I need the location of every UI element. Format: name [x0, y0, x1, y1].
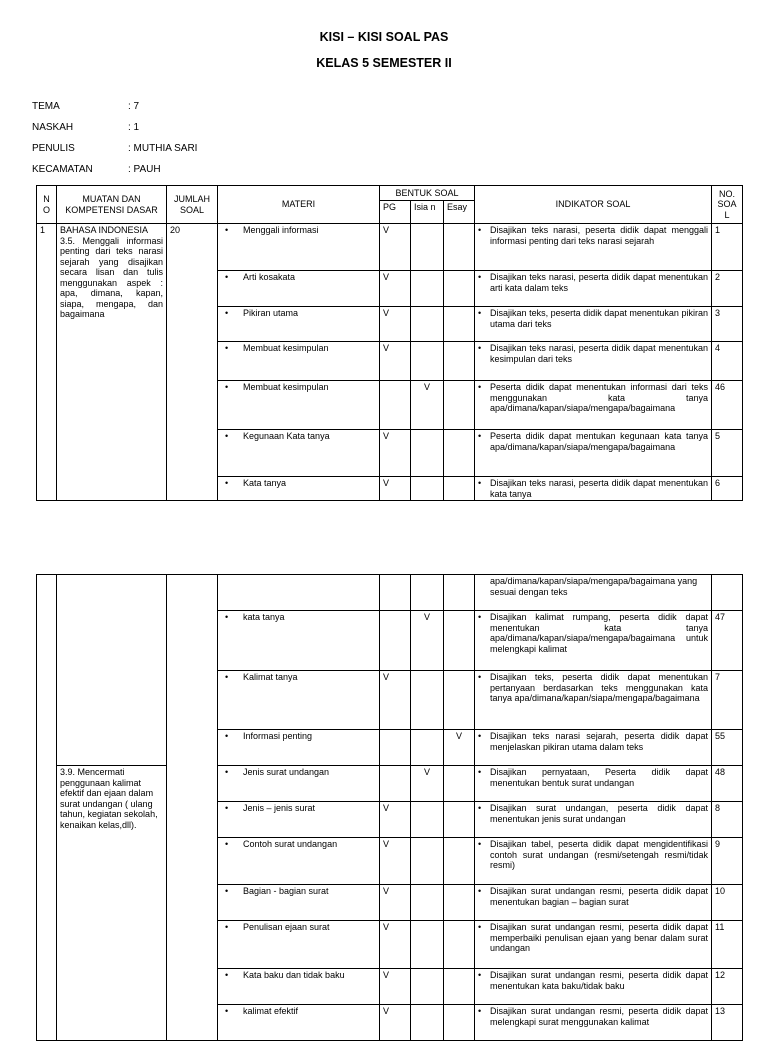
materi-item — [221, 672, 376, 683]
no-soal: 11 — [712, 921, 743, 969]
kisi-table-part1 — [36, 185, 743, 501]
indikator-cell — [475, 730, 712, 766]
indikator-item — [478, 382, 708, 414]
header-no-soal: NO. SOA L — [712, 186, 743, 224]
bullet-icon: • — [478, 886, 482, 896]
bullet-icon: • — [478, 225, 482, 235]
indikator-item — [478, 803, 708, 824]
header-bentuk-soal: BENTUK SOAL — [380, 186, 475, 201]
bullet-icon: • — [478, 431, 482, 441]
meta-value: : MUTHIA SARI — [128, 143, 198, 154]
meta-row-penulis — [32, 143, 197, 164]
pg-mark: V — [380, 671, 411, 730]
indikator-cell — [475, 430, 712, 477]
bullet-icon: • — [225, 886, 229, 896]
isian-mark — [411, 885, 444, 921]
no-soal: 12 — [712, 969, 743, 1005]
pg-mark: V — [380, 802, 411, 838]
indikator-cell — [475, 1005, 712, 1041]
indikator-text: Disajikan teks narasi sejarah, peserta didik dapat menjelaskan pikiran utama dalam teks — [490, 731, 708, 752]
table-body-part1 — [37, 224, 743, 501]
muatan-title: BAHASA INDONESIA — [60, 225, 149, 235]
pg-mark — [380, 730, 411, 766]
no-soal: 1 — [712, 224, 743, 271]
indikator-cell — [475, 611, 712, 671]
materi-cell — [218, 730, 380, 766]
materi-cell — [218, 224, 380, 271]
kisi-table-part2 — [36, 574, 743, 1041]
materi-cell — [218, 271, 380, 307]
essay-mark — [444, 477, 475, 501]
indikator-text: Disajikan surat undangan resmi, peserta didik dapat menentukan bagian – bagian surat — [490, 886, 708, 907]
pg-mark: V — [380, 969, 411, 1005]
jumlah-cell-empty — [167, 575, 218, 1041]
isian-mark-empty — [411, 575, 444, 611]
meta-block — [32, 101, 197, 185]
header-no: N O — [37, 186, 57, 224]
pg-mark: V — [380, 1005, 411, 1041]
bullet-icon: • — [478, 672, 482, 682]
row-number: 1 — [37, 224, 57, 501]
materi-cell — [218, 381, 380, 430]
indikator-item — [478, 612, 708, 654]
indikator-item — [478, 886, 708, 907]
pg-mark: V — [380, 921, 411, 969]
indikator-item — [478, 731, 708, 752]
essay-mark — [444, 921, 475, 969]
materi-text: Kata tanya — [243, 478, 287, 488]
bullet-icon: • — [225, 225, 229, 235]
indikator-item — [478, 431, 708, 452]
materi-cell — [218, 342, 380, 381]
indikator-text: Disajikan teks narasi, peserta didik dapat menentukan kesimpulan dari teks — [490, 343, 708, 364]
isian-mark — [411, 671, 444, 730]
muatan-kd: 3.5. Menggali informasi penting dari teks narasi sejarah yang disajikan secara lisan dan tulis menggunakan aspek : apa, dimana, kapan, siapa, mengapa, dan bagaimana — [60, 235, 163, 319]
header-indikator: INDIKATOR SOAL — [475, 186, 712, 224]
bullet-icon: • — [478, 343, 482, 353]
essay-mark — [444, 611, 475, 671]
isian-mark — [411, 802, 444, 838]
materi-cell — [218, 838, 380, 885]
indikator-item — [478, 839, 708, 871]
bullet-icon: • — [478, 272, 482, 282]
pg-mark: V — [380, 342, 411, 381]
isian-mark: V — [411, 381, 444, 430]
essay-mark — [444, 885, 475, 921]
indikator-text: Peserta didik dapat mentukan kegunaan kata tanya apa/dimana/kapan/siapa/mengapa/bagaimana — [490, 431, 708, 452]
materi-item — [221, 1006, 376, 1017]
bullet-icon: • — [478, 803, 482, 813]
bullet-icon: • — [225, 767, 229, 777]
muatan-cell-empty — [57, 575, 167, 766]
pg-mark: V — [380, 224, 411, 271]
no-soal: 7 — [712, 671, 743, 730]
indikator-text: Peserta didik dapat menentukan informasi dari teks menggunakan kata tanya apa/dimana/kapan/siapa/mengapa/bagaimana — [490, 382, 708, 413]
indikator-cell — [475, 342, 712, 381]
materi-item — [221, 308, 376, 319]
pg-mark — [380, 381, 411, 430]
muatan-kd-3-9: 3.9. Mencermati penggunaan kalimat efektif dan ejaan dalam surat undangan ( ulang tahun, kegiatan sekolah, kenaikan kelas,dll). — [57, 766, 167, 1041]
bullet-icon: • — [478, 382, 482, 392]
materi-cell — [218, 430, 380, 477]
materi-cell — [218, 885, 380, 921]
meta-label: NASKAH — [32, 122, 74, 133]
isian-mark — [411, 477, 444, 501]
bullet-icon: • — [478, 308, 482, 318]
bullet-icon: • — [478, 731, 482, 741]
materi-item — [221, 382, 376, 393]
pg-mark-empty — [380, 575, 411, 611]
materi-item — [221, 886, 376, 897]
no-soal-empty — [712, 575, 743, 611]
materi-text: Bagian - bagian surat — [243, 886, 329, 896]
document-title: KISI – KISI SOAL PAS — [319, 30, 449, 44]
bullet-icon: • — [225, 803, 229, 813]
materi-item — [221, 225, 376, 236]
materi-item — [221, 612, 376, 623]
indikator-item — [478, 970, 708, 991]
meta-value: : 1 — [128, 122, 140, 133]
materi-text: Kata baku dan tidak baku — [243, 970, 345, 980]
meta-row-tema — [32, 101, 197, 122]
pg-mark: V — [380, 430, 411, 477]
no-soal: 47 — [712, 611, 743, 671]
materi-text: kalimat efektif — [243, 1006, 299, 1016]
bullet-icon: • — [478, 922, 482, 932]
header-muatan: MUATAN DAN KOMPETENSI DASAR — [57, 186, 167, 224]
no-soal: 4 — [712, 342, 743, 381]
materi-cell — [218, 802, 380, 838]
indikator-item — [478, 478, 708, 499]
essay-mark — [444, 307, 475, 342]
table-body-part2 — [37, 575, 743, 1041]
document-subtitle: KELAS 5 SEMESTER II — [316, 56, 452, 70]
essay-mark — [444, 1005, 475, 1041]
indikator-text: Disajikan surat undangan resmi, peserta didik dapat menentukan kata baku/tidak baku — [490, 970, 708, 991]
indikator-cell — [475, 477, 712, 501]
pg-mark: V — [380, 271, 411, 307]
bullet-icon: • — [225, 272, 229, 282]
bullet-icon: • — [478, 839, 482, 849]
indikator-item — [478, 922, 708, 954]
indikator-text: Disajikan kalimat rumpang, peserta didik dapat menentukan kata tanya apa/dimana/kapan/siapa/mengapa/bagaimana untuk melengkapi kalimat — [490, 612, 708, 654]
materi-text: Contoh surat undangan — [243, 839, 338, 849]
no-soal: 9 — [712, 838, 743, 885]
no-soal: 48 — [712, 766, 743, 802]
muatan-cell — [57, 224, 167, 501]
bullet-icon: • — [478, 478, 482, 488]
indikator-item — [478, 272, 708, 293]
no-soal: 13 — [712, 1005, 743, 1041]
row-number-empty — [37, 575, 57, 1041]
bullet-icon: • — [478, 1006, 482, 1016]
essay-mark-empty — [444, 575, 475, 611]
indikator-text: Disajikan teks narasi, peserta didik dapat menentukan kata tanya — [490, 478, 708, 499]
indikator-cell — [475, 307, 712, 342]
essay-mark — [444, 969, 475, 1005]
bullet-icon: • — [225, 343, 229, 353]
pg-mark: V — [380, 477, 411, 501]
materi-cell-empty — [218, 575, 380, 611]
isian-mark — [411, 430, 444, 477]
header-isian: Isia n — [411, 201, 444, 224]
indikator-cell — [475, 838, 712, 885]
no-soal: 6 — [712, 477, 743, 501]
isian-mark — [411, 224, 444, 271]
essay-mark — [444, 802, 475, 838]
materi-cell — [218, 969, 380, 1005]
materi-text: Membuat kesimpulan — [243, 382, 329, 392]
table-row-continuation — [37, 575, 743, 611]
materi-text: Jenis – jenis surat — [243, 803, 316, 813]
materi-text: Kalimat tanya — [243, 672, 298, 682]
isian-mark — [411, 271, 444, 307]
indikator-cell — [475, 885, 712, 921]
essay-mark — [444, 430, 475, 477]
materi-item — [221, 803, 376, 814]
no-soal: 46 — [712, 381, 743, 430]
bullet-icon: • — [478, 612, 482, 622]
bullet-icon: • — [225, 731, 229, 741]
materi-text: Informasi penting — [243, 731, 313, 741]
pg-mark — [380, 766, 411, 802]
essay-mark — [444, 342, 475, 381]
indikator-text: Disajikan surat undangan, peserta didik dapat menentukan jenis surat undangan — [490, 803, 708, 824]
bullet-icon: • — [478, 970, 482, 980]
bullet-icon: • — [225, 612, 229, 622]
indikator-text: Disajikan teks narasi, peserta didik dapat menentukan arti kata dalam teks — [490, 272, 708, 293]
jumlah-soal: 20 — [167, 224, 218, 501]
indikator-text: Disajikan teks, peserta didik dapat menentukan pertanyaan berdasarkan teks menggunakan kata tanya apa/dimana/kapan/siapa/mengapa/bagaimana — [490, 672, 708, 703]
materi-text: Pikiran utama — [243, 308, 299, 318]
indikator-item — [478, 308, 708, 329]
materi-text: Kegunaan Kata tanya — [243, 431, 330, 441]
materi-item — [221, 839, 376, 850]
bullet-icon: • — [225, 431, 229, 441]
table-row — [37, 766, 743, 802]
bullet-icon: • — [478, 767, 482, 777]
materi-cell — [218, 921, 380, 969]
bullet-icon: • — [225, 922, 229, 932]
indikator-text: Disajikan surat undangan resmi, peserta didik dapat melengkapi surat menggunakan kalimat — [490, 1006, 708, 1027]
header-materi: MATERI — [218, 186, 380, 224]
no-soal: 3 — [712, 307, 743, 342]
bullet-icon: • — [225, 970, 229, 980]
isian-mark — [411, 969, 444, 1005]
no-soal: 10 — [712, 885, 743, 921]
indikator-item — [478, 343, 708, 364]
essay-mark — [444, 271, 475, 307]
materi-cell — [218, 671, 380, 730]
pg-mark: V — [380, 885, 411, 921]
header-essay: Esay — [444, 201, 475, 224]
bullet-icon: • — [225, 1006, 229, 1016]
table-row — [37, 224, 743, 271]
meta-row-naskah — [32, 122, 197, 143]
bullet-icon: • — [225, 382, 229, 392]
materi-cell — [218, 1005, 380, 1041]
materi-item — [221, 970, 376, 981]
materi-cell — [218, 611, 380, 671]
indikator-cell — [475, 381, 712, 430]
indikator-cell — [475, 224, 712, 271]
no-soal: 8 — [712, 802, 743, 838]
isian-mark — [411, 838, 444, 885]
indikator-text: Disajikan surat undangan resmi, peserta didik dapat memperbaiki penulisan ejaan yang benar dalam surat undangan — [490, 922, 708, 953]
materi-item — [221, 431, 376, 442]
isian-mark: V — [411, 611, 444, 671]
indikator-cell — [475, 969, 712, 1005]
materi-item — [221, 272, 376, 283]
materi-item — [221, 731, 376, 742]
isian-mark — [411, 1005, 444, 1041]
materi-item — [221, 343, 376, 354]
pg-mark — [380, 611, 411, 671]
indikator-text: Disajikan teks, peserta didik dapat menentukan pikiran utama dari teks — [490, 308, 708, 329]
indikator-item — [478, 672, 708, 704]
no-soal: 55 — [712, 730, 743, 766]
bullet-icon: • — [225, 478, 229, 488]
header-pg: PG — [380, 201, 411, 224]
indikator-item — [478, 767, 708, 788]
meta-label: PENULIS — [32, 143, 75, 154]
indikator-cell — [475, 766, 712, 802]
isian-mark — [411, 342, 444, 381]
meta-label: KECAMATAN — [32, 164, 93, 175]
materi-cell — [218, 477, 380, 501]
indikator-text: Disajikan teks narasi, peserta didik dapat menggali informasi penting dari teks narasi sejarah — [490, 225, 708, 246]
bullet-icon: • — [225, 672, 229, 682]
meta-value: : 7 — [128, 101, 140, 112]
indikator-continuation-text: apa/dimana/kapan/siapa/mengapa/bagaimana yang sesuai dengan teks — [490, 576, 698, 597]
materi-text: Arti kosakata — [243, 272, 296, 282]
indikator-text: Disajikan pernyataan, Peserta didik dapat menentukan bentuk surat undangan — [490, 767, 708, 788]
materi-item — [221, 767, 376, 778]
materi-text: Penulisan ejaan surat — [243, 922, 330, 932]
materi-text: Membuat kesimpulan — [243, 343, 329, 353]
no-soal: 2 — [712, 271, 743, 307]
materi-text: kata tanya — [243, 612, 285, 622]
essay-mark — [444, 838, 475, 885]
indikator-cell — [475, 802, 712, 838]
materi-cell — [218, 766, 380, 802]
essay-mark: V — [444, 730, 475, 766]
meta-row-kecamatan — [32, 164, 197, 185]
essay-mark — [444, 381, 475, 430]
isian-mark — [411, 730, 444, 766]
materi-text: Menggali informasi — [243, 225, 319, 235]
isian-mark — [411, 307, 444, 342]
pg-mark: V — [380, 307, 411, 342]
header-jumlah: JUMLAH SOAL — [167, 186, 218, 224]
indikator-cell — [475, 671, 712, 730]
indikator-cell — [475, 921, 712, 969]
indikator-continuation — [475, 575, 712, 611]
materi-cell — [218, 307, 380, 342]
bullet-icon: • — [225, 308, 229, 318]
indikator-cell — [475, 271, 712, 307]
bullet-icon: • — [225, 839, 229, 849]
materi-item — [221, 478, 376, 489]
indikator-item — [478, 225, 708, 246]
materi-item — [221, 922, 376, 933]
meta-label: TEMA — [32, 101, 60, 112]
meta-value: : PAUH — [128, 164, 161, 175]
indikator-text: Disajikan tabel, peserta didik dapat mengidentifikasi contoh surat undangan (resmi/setengah resmi/tidak resmi) — [490, 839, 708, 870]
materi-text: Jenis surat undangan — [243, 767, 330, 777]
isian-mark: V — [411, 766, 444, 802]
pg-mark: V — [380, 838, 411, 885]
essay-mark — [444, 766, 475, 802]
isian-mark — [411, 921, 444, 969]
no-soal: 5 — [712, 430, 743, 477]
essay-mark — [444, 224, 475, 271]
essay-mark — [444, 671, 475, 730]
